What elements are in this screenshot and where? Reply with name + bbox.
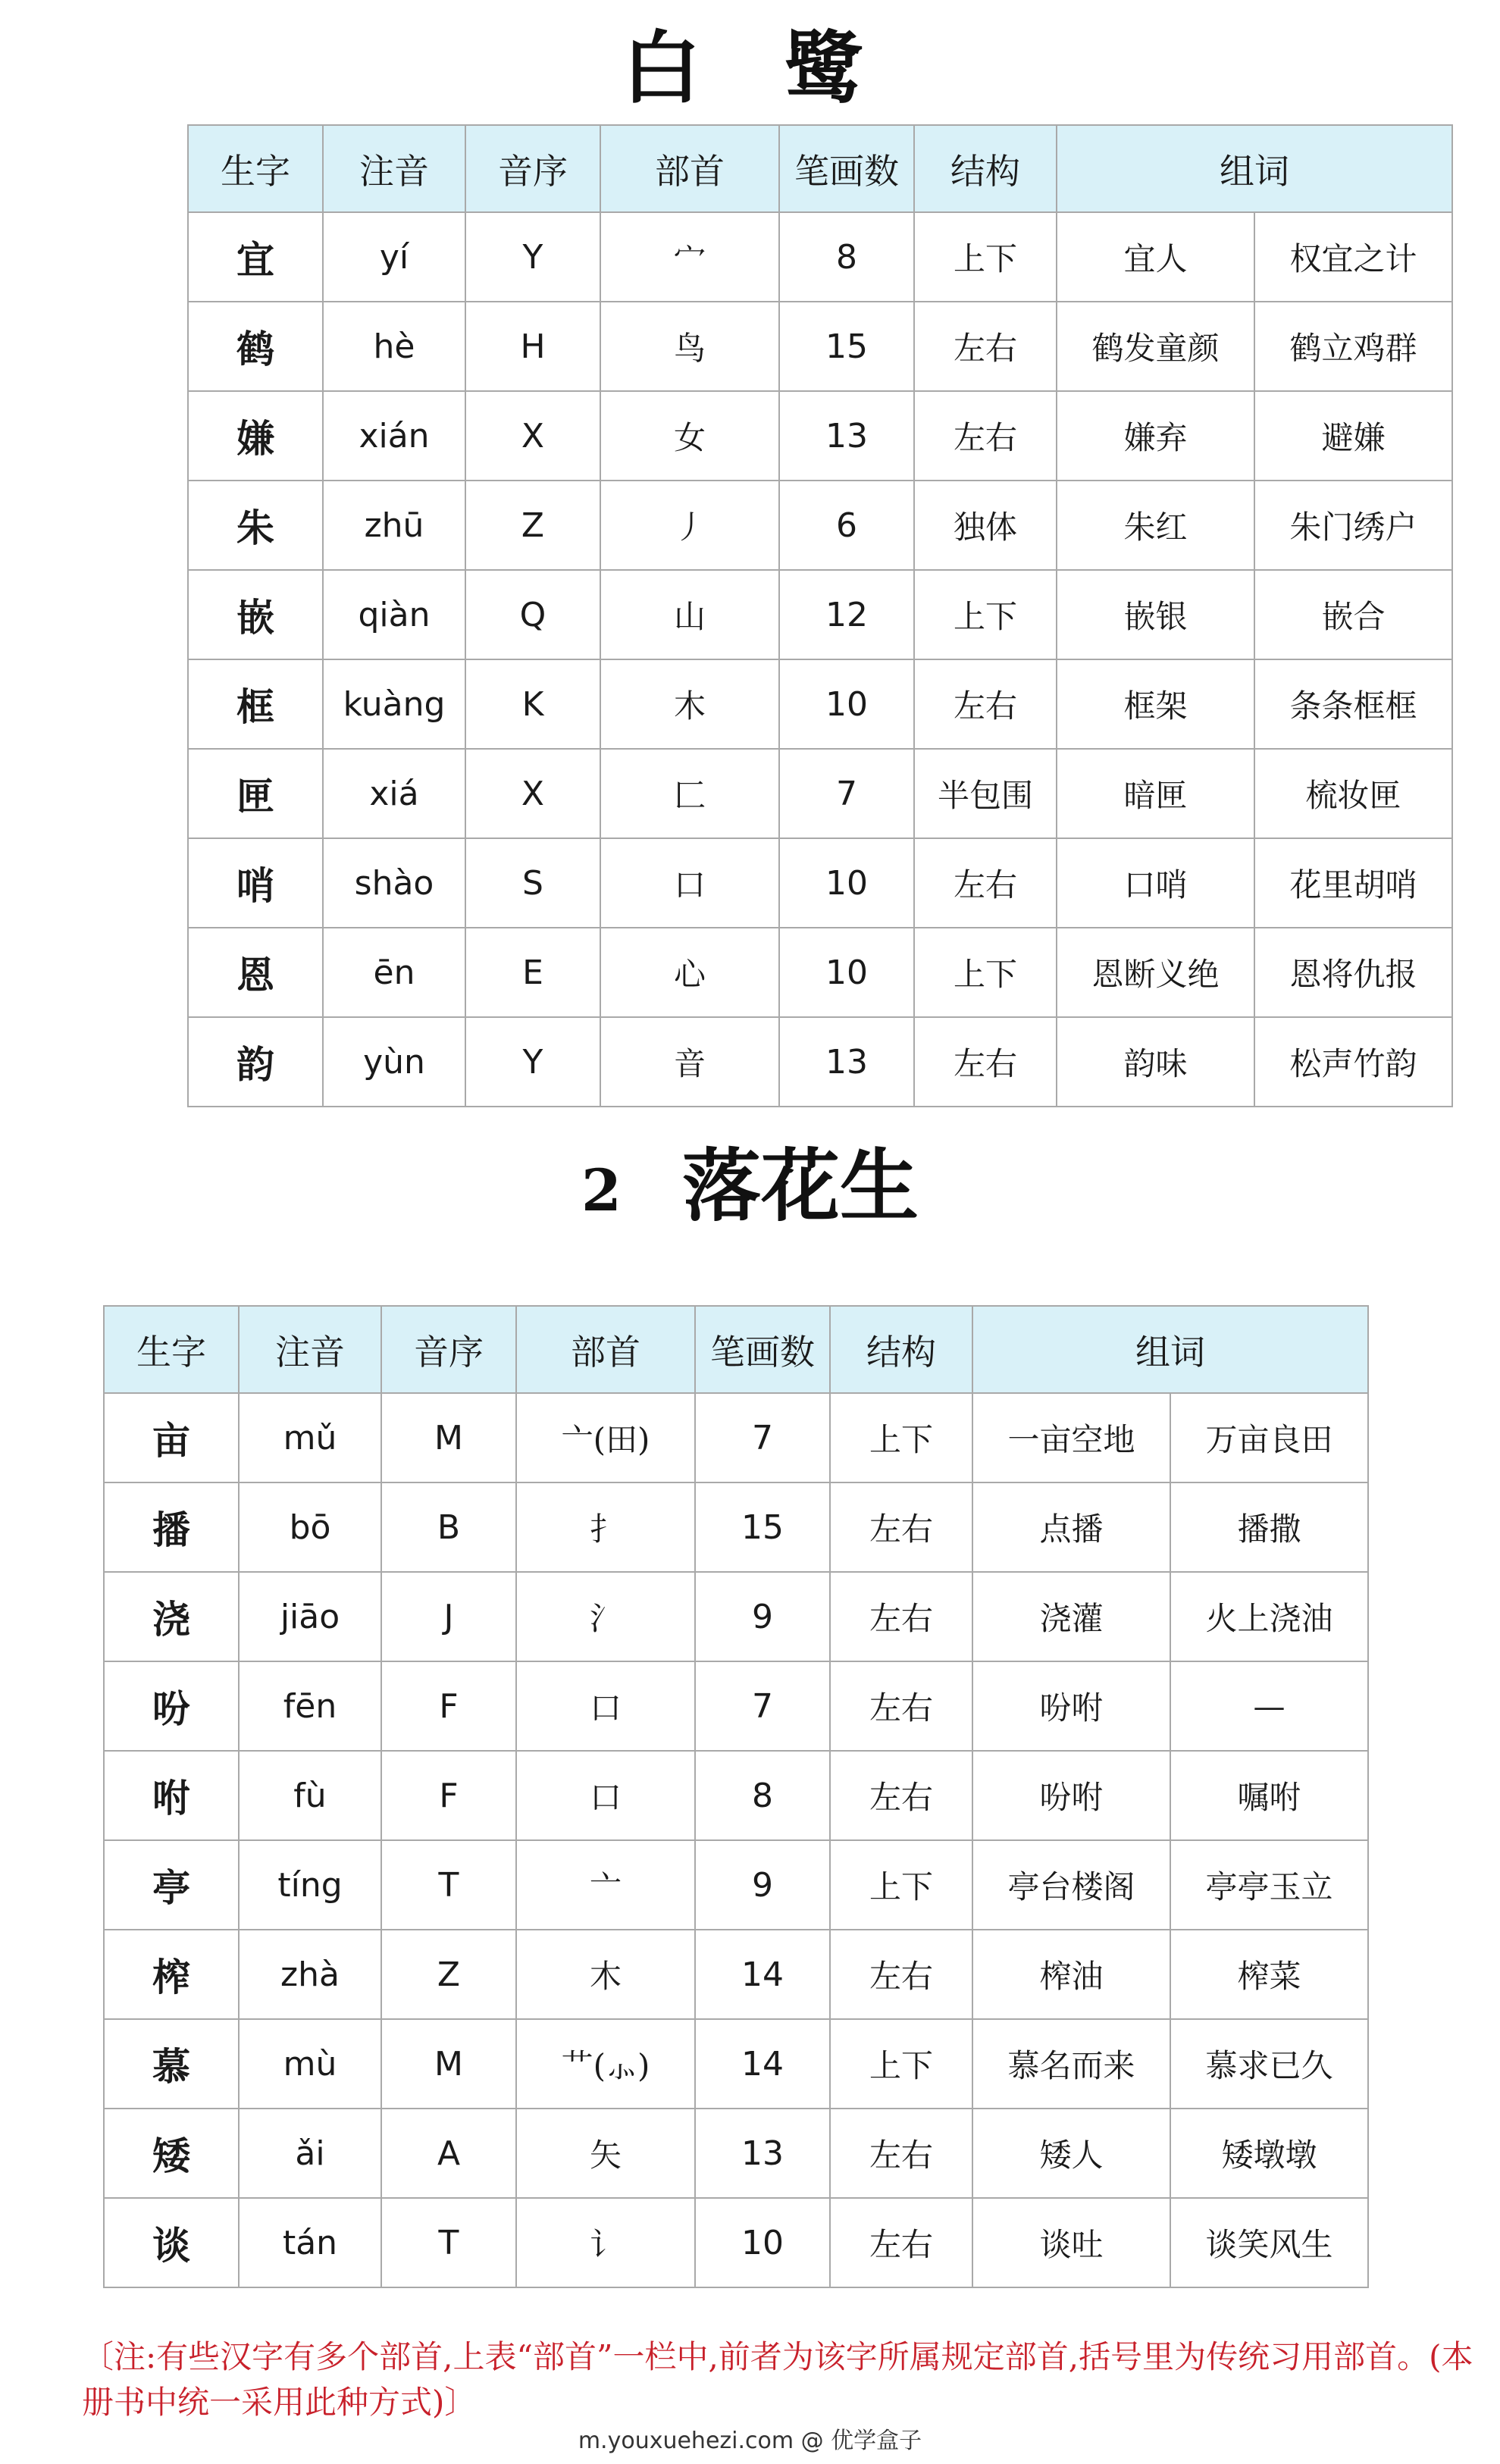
- pinyin-cell: jiāo: [239, 1572, 381, 1661]
- table-row: [104, 1840, 1368, 1930]
- strokes-cell: 10: [779, 838, 914, 928]
- pinyin-cell: hè: [323, 302, 465, 391]
- table-row: [104, 1393, 1368, 1482]
- header-index: 音序: [381, 1306, 516, 1393]
- char-cell: 哨: [188, 838, 323, 928]
- index-cell: M: [381, 2019, 516, 2109]
- strokes-cell: 10: [779, 659, 914, 749]
- word2-cell: 花里胡哨: [1254, 838, 1452, 928]
- char-cell: 榨: [104, 1930, 239, 2019]
- word1-cell: 鹤发童颜: [1057, 302, 1254, 391]
- index-cell: F: [381, 1661, 516, 1751]
- word1-cell: 浇灌: [972, 1572, 1170, 1661]
- pinyin-cell: xián: [323, 391, 465, 481]
- table-row: [104, 2198, 1368, 2287]
- index-cell: S: [465, 838, 600, 928]
- word1-cell: 嫌弃: [1057, 391, 1254, 481]
- table-row: [104, 1930, 1368, 2019]
- word2-cell: 谈笑风生: [1170, 2198, 1368, 2287]
- word2-cell: 朱门绣户: [1254, 481, 1452, 570]
- structure-cell: 上下: [830, 2019, 972, 2109]
- pinyin-cell: zhū: [323, 481, 465, 570]
- radical-cell: 矢: [516, 2109, 695, 2198]
- table-header-row: [188, 125, 1452, 212]
- header-radical: 部首: [600, 125, 779, 212]
- header-strokes: 笔画数: [695, 1306, 830, 1393]
- index-cell: E: [465, 928, 600, 1017]
- word2-cell: 恩将仇报: [1254, 928, 1452, 1017]
- pinyin-cell: tíng: [239, 1840, 381, 1930]
- table-row: [104, 1572, 1368, 1661]
- radical-cell: 心: [600, 928, 779, 1017]
- strokes-cell: 13: [779, 391, 914, 481]
- pinyin-cell: mǔ: [239, 1393, 381, 1482]
- radical-cell: 亠(田): [516, 1393, 695, 1482]
- radical-cell: 鸟: [600, 302, 779, 391]
- pinyin-cell: ǎi: [239, 2109, 381, 2198]
- table-row: [188, 570, 1452, 659]
- structure-cell: 半包围: [914, 749, 1057, 838]
- word1-cell: 嵌银: [1057, 570, 1254, 659]
- table-row: [188, 1017, 1452, 1107]
- table-row: [104, 2109, 1368, 2198]
- strokes-cell: 14: [695, 1930, 830, 2019]
- char-cell: 鹤: [188, 302, 323, 391]
- structure-cell: 左右: [914, 391, 1057, 481]
- table-row: [188, 212, 1452, 302]
- strokes-cell: 15: [779, 302, 914, 391]
- word2-cell: 火上浇油: [1170, 1572, 1368, 1661]
- word2-cell: 亭亭玉立: [1170, 1840, 1368, 1930]
- radical-cell: 氵: [516, 1572, 695, 1661]
- header-pinyin: 注音: [239, 1306, 381, 1393]
- strokes-cell: 15: [695, 1482, 830, 1572]
- table-row: [188, 928, 1452, 1017]
- site-footer: m.youxuehezi.com @ 优学盒子: [578, 2428, 922, 2454]
- table-row: [104, 1751, 1368, 1840]
- table-row: [188, 391, 1452, 481]
- radical-cell: 木: [516, 1930, 695, 2019]
- radical-cell: 亠: [516, 1840, 695, 1930]
- radical-cell: 讠: [516, 2198, 695, 2287]
- lesson-title-2: [0, 1137, 1500, 1235]
- structure-cell: 左右: [830, 1482, 972, 1572]
- lesson-number: 2: [581, 1157, 622, 1224]
- word2-cell: 榨菜: [1170, 1930, 1368, 2019]
- radical-cell: 山: [600, 570, 779, 659]
- table-row: [104, 2019, 1368, 2109]
- table-row: [188, 659, 1452, 749]
- radical-cell: 口: [516, 1751, 695, 1840]
- index-cell: X: [465, 391, 600, 481]
- radical-cell: 口: [516, 1661, 695, 1751]
- radical-cell: 丿: [600, 481, 779, 570]
- structure-cell: 左右: [914, 1017, 1057, 1107]
- vocab-table-2: [103, 1305, 1369, 2288]
- pinyin-cell: yùn: [323, 1017, 465, 1107]
- radical-cell: 宀: [600, 212, 779, 302]
- header-strokes: 笔画数: [779, 125, 914, 212]
- table-row: [188, 749, 1452, 838]
- header-index: 音序: [465, 125, 600, 212]
- index-cell: J: [381, 1572, 516, 1661]
- structure-cell: 独体: [914, 481, 1057, 570]
- header-structure: 结构: [830, 1306, 972, 1393]
- word2-cell: —: [1170, 1661, 1368, 1751]
- lesson-title: 白鹭: [622, 21, 947, 114]
- char-cell: 韵: [188, 1017, 323, 1107]
- structure-cell: 左右: [914, 302, 1057, 391]
- word1-cell: 点播: [972, 1482, 1170, 1572]
- pinyin-cell: fù: [239, 1751, 381, 1840]
- structure-cell: 左右: [830, 1751, 972, 1840]
- strokes-cell: 13: [695, 2109, 830, 2198]
- header-radical: 部首: [516, 1306, 695, 1393]
- header-words: 组词: [972, 1306, 1368, 1393]
- char-cell: 嫌: [188, 391, 323, 481]
- header-pinyin: 注音: [323, 125, 465, 212]
- char-cell: 亭: [104, 1840, 239, 1930]
- pinyin-cell: bō: [239, 1482, 381, 1572]
- radical-cell: 匚: [600, 749, 779, 838]
- structure-cell: 左右: [830, 1572, 972, 1661]
- word1-cell: 榨油: [972, 1930, 1170, 2019]
- word1-cell: 亭台楼阁: [972, 1840, 1170, 1930]
- pinyin-cell: fēn: [239, 1661, 381, 1751]
- radical-cell: 扌: [516, 1482, 695, 1572]
- vocab-table-1: [187, 124, 1453, 1107]
- word2-cell: 梳妆匣: [1254, 749, 1452, 838]
- strokes-cell: 14: [695, 2019, 830, 2109]
- header-structure: 结构: [914, 125, 1057, 212]
- char-cell: 吩: [104, 1661, 239, 1751]
- structure-cell: 左右: [830, 2198, 972, 2287]
- word2-cell: 权宜之计: [1254, 212, 1452, 302]
- word1-cell: 朱红: [1057, 481, 1254, 570]
- header-char: 生字: [104, 1306, 239, 1393]
- index-cell: B: [381, 1482, 516, 1572]
- word2-cell: 嵌合: [1254, 570, 1452, 659]
- word1-cell: 暗匣: [1057, 749, 1254, 838]
- word2-cell: 慕求已久: [1170, 2019, 1368, 2109]
- word2-cell: 万亩良田: [1170, 1393, 1368, 1482]
- table-row: [104, 1482, 1368, 1572]
- index-cell: Y: [465, 1017, 600, 1107]
- table-row: [188, 838, 1452, 928]
- pinyin-cell: shào: [323, 838, 465, 928]
- header-words: 组词: [1057, 125, 1452, 212]
- char-cell: 亩: [104, 1393, 239, 1482]
- char-cell: 慕: [104, 2019, 239, 2109]
- pinyin-cell: qiàn: [323, 570, 465, 659]
- word1-cell: 吩咐: [972, 1661, 1170, 1751]
- structure-cell: 左右: [830, 1930, 972, 2019]
- pinyin-cell: zhà: [239, 1930, 381, 2019]
- word1-cell: 口哨: [1057, 838, 1254, 928]
- strokes-cell: 9: [695, 1572, 830, 1661]
- radical-cell: 木: [600, 659, 779, 749]
- index-cell: Y: [465, 212, 600, 302]
- strokes-cell: 9: [695, 1840, 830, 1930]
- index-cell: Q: [465, 570, 600, 659]
- word2-cell: 播撒: [1170, 1482, 1368, 1572]
- structure-cell: 左右: [830, 2109, 972, 2198]
- word1-cell: 矮人: [972, 2109, 1170, 2198]
- word1-cell: 一亩空地: [972, 1393, 1170, 1482]
- word2-cell: 嘱咐: [1170, 1751, 1368, 1840]
- table-row: [188, 302, 1452, 391]
- index-cell: F: [381, 1751, 516, 1840]
- pinyin-cell: kuàng: [323, 659, 465, 749]
- word1-cell: 吩咐: [972, 1751, 1170, 1840]
- strokes-cell: 13: [779, 1017, 914, 1107]
- word1-cell: 宜人: [1057, 212, 1254, 302]
- word2-cell: 避嫌: [1254, 391, 1452, 481]
- char-cell: 播: [104, 1482, 239, 1572]
- radical-cell: 口: [600, 838, 779, 928]
- index-cell: K: [465, 659, 600, 749]
- structure-cell: 左右: [914, 838, 1057, 928]
- char-cell: 朱: [188, 481, 323, 570]
- table-row: [104, 1661, 1368, 1751]
- radical-cell: 女: [600, 391, 779, 481]
- index-cell: T: [381, 1840, 516, 1930]
- radical-cell: 音: [600, 1017, 779, 1107]
- strokes-cell: 6: [779, 481, 914, 570]
- strokes-cell: 7: [695, 1393, 830, 1482]
- table-header-row: [104, 1306, 1368, 1393]
- structure-cell: 上下: [914, 570, 1057, 659]
- char-cell: 嵌: [188, 570, 323, 659]
- index-cell: A: [381, 2109, 516, 2198]
- index-cell: T: [381, 2198, 516, 2287]
- pinyin-cell: mù: [239, 2019, 381, 2109]
- char-cell: 浇: [104, 1572, 239, 1661]
- footnote: 〔注:有些汉字有多个部首,上表“部首”一栏中,前者为该字所属规定部首,括号里为传统习用部首。(本册书中统一采用此种方式)〕: [82, 2338, 1473, 2421]
- index-cell: X: [465, 749, 600, 838]
- char-cell: 恩: [188, 928, 323, 1017]
- char-cell: 矮: [104, 2109, 239, 2198]
- word1-cell: 恩断义绝: [1057, 928, 1254, 1017]
- lesson-name: 落花生: [681, 1139, 919, 1232]
- pinyin-cell: xiá: [323, 749, 465, 838]
- strokes-cell: 7: [695, 1661, 830, 1751]
- index-cell: Z: [465, 481, 600, 570]
- word2-cell: 矮墩墩: [1170, 2109, 1368, 2198]
- index-cell: H: [465, 302, 600, 391]
- char-cell: 咐: [104, 1751, 239, 1840]
- word2-cell: 条条框框: [1254, 659, 1452, 749]
- structure-cell: 左右: [830, 1661, 972, 1751]
- pinyin-cell: ēn: [323, 928, 465, 1017]
- word2-cell: 松声竹韵: [1254, 1017, 1452, 1107]
- word1-cell: 慕名而来: [972, 2019, 1170, 2109]
- structure-cell: 上下: [914, 212, 1057, 302]
- strokes-cell: 10: [695, 2198, 830, 2287]
- header-char: 生字: [188, 125, 323, 212]
- structure-cell: 上下: [914, 928, 1057, 1017]
- structure-cell: 上下: [830, 1393, 972, 1482]
- index-cell: Z: [381, 1930, 516, 2019]
- strokes-cell: 12: [779, 570, 914, 659]
- char-cell: 谈: [104, 2198, 239, 2287]
- strokes-cell: 7: [779, 749, 914, 838]
- word2-cell: 鹤立鸡群: [1254, 302, 1452, 391]
- char-cell: 框: [188, 659, 323, 749]
- word1-cell: 谈吐: [972, 2198, 1170, 2287]
- strokes-cell: 8: [779, 212, 914, 302]
- index-cell: M: [381, 1393, 516, 1482]
- radical-cell: 艹(⺗): [516, 2019, 695, 2109]
- strokes-cell: 10: [779, 928, 914, 1017]
- structure-cell: 左右: [914, 659, 1057, 749]
- structure-cell: 上下: [830, 1840, 972, 1930]
- char-cell: 宜: [188, 212, 323, 302]
- pinyin-cell: tán: [239, 2198, 381, 2287]
- word1-cell: 框架: [1057, 659, 1254, 749]
- pinyin-cell: yí: [323, 212, 465, 302]
- strokes-cell: 8: [695, 1751, 830, 1840]
- word1-cell: 韵味: [1057, 1017, 1254, 1107]
- char-cell: 匣: [188, 749, 323, 838]
- table-row: [188, 481, 1452, 570]
